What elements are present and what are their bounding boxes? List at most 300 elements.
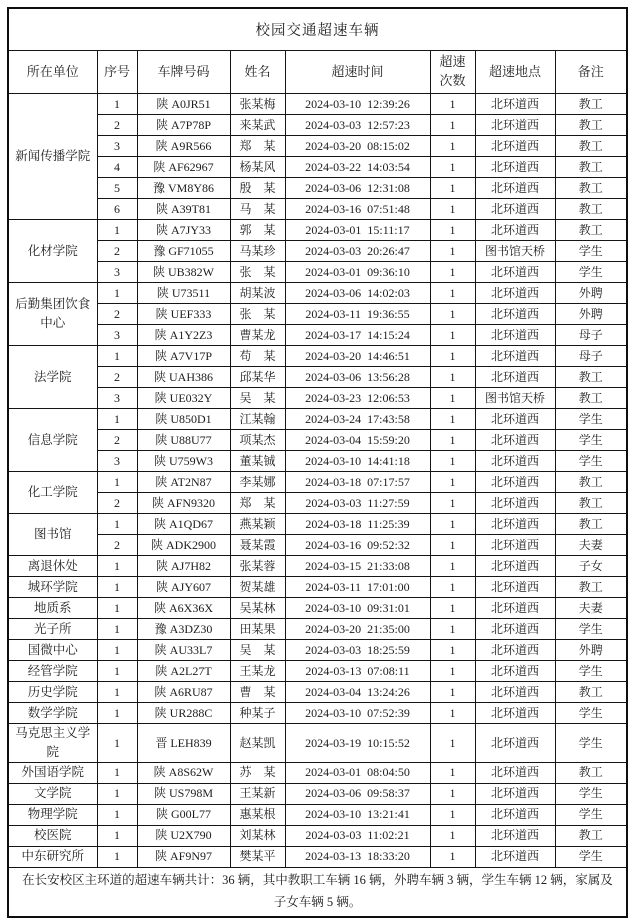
table-row bbox=[8, 325, 627, 346]
note-cell: 教工 bbox=[555, 178, 627, 199]
location-cell: 北环道西 bbox=[475, 804, 555, 825]
unit-cell: 化材学院 bbox=[8, 220, 97, 283]
note-cell: 学生 bbox=[555, 241, 627, 262]
location-cell: 北环道西 bbox=[475, 157, 555, 178]
row-number-cell: 3 bbox=[97, 451, 137, 472]
plate-cell: 陕 UB382W bbox=[137, 262, 230, 283]
plate-cell: 陕 A0JR51 bbox=[137, 94, 230, 115]
count-cell: 1 bbox=[430, 783, 475, 804]
plate-cell: 陕 AFN9320 bbox=[137, 493, 230, 514]
table-row bbox=[8, 493, 627, 514]
count-cell: 1 bbox=[430, 136, 475, 157]
table-row bbox=[8, 451, 627, 472]
plate-cell: 陕 A7P78P bbox=[137, 115, 230, 136]
page-title: 校园交通超速车辆 bbox=[8, 8, 627, 51]
name-cell: 田某果 bbox=[230, 619, 285, 640]
name-cell: 苏 某 bbox=[230, 762, 285, 783]
note-cell: 学生 bbox=[555, 661, 627, 682]
row-number-cell: 2 bbox=[97, 304, 137, 325]
location-cell: 北环道西 bbox=[475, 661, 555, 682]
note-cell: 母子 bbox=[555, 346, 627, 367]
row-number-cell: 3 bbox=[97, 388, 137, 409]
count-cell: 1 bbox=[430, 115, 475, 136]
column-header-plate: 车牌号码 bbox=[137, 51, 230, 94]
name-cell: 燕某颖 bbox=[230, 514, 285, 535]
time-cell: 2024-03-13 18:33:20 bbox=[285, 846, 430, 867]
location-cell: 北环道西 bbox=[475, 762, 555, 783]
note-cell: 教工 bbox=[555, 388, 627, 409]
count-cell: 1 bbox=[430, 493, 475, 514]
time-cell: 2024-03-04 13:24:26 bbox=[285, 682, 430, 703]
count-cell: 1 bbox=[430, 388, 475, 409]
column-header-unit: 所在单位 bbox=[8, 51, 97, 94]
name-cell: 种某子 bbox=[230, 703, 285, 724]
location-cell: 北环道西 bbox=[475, 783, 555, 804]
location-cell: 北环道西 bbox=[475, 640, 555, 661]
note-cell: 教工 bbox=[555, 136, 627, 157]
location-cell: 北环道西 bbox=[475, 514, 555, 535]
unit-cell: 外国语学院 bbox=[8, 762, 97, 783]
note-cell: 夫妻 bbox=[555, 535, 627, 556]
count-cell: 1 bbox=[430, 762, 475, 783]
note-cell: 教工 bbox=[555, 367, 627, 388]
name-cell: 马 某 bbox=[230, 199, 285, 220]
table-row bbox=[8, 577, 627, 598]
row-number-cell: 1 bbox=[97, 661, 137, 682]
time-cell: 2024-03-03 11:02:21 bbox=[285, 825, 430, 846]
plate-cell: 陕 A6X36X bbox=[137, 598, 230, 619]
note-cell: 学生 bbox=[555, 451, 627, 472]
location-cell: 北环道西 bbox=[475, 199, 555, 220]
name-cell: 郑 某 bbox=[230, 493, 285, 514]
time-cell: 2024-03-03 11:27:59 bbox=[285, 493, 430, 514]
time-cell: 2024-03-15 21:33:08 bbox=[285, 556, 430, 577]
location-cell: 北环道西 bbox=[475, 682, 555, 703]
summary-row bbox=[8, 867, 627, 917]
table-row bbox=[8, 367, 627, 388]
unit-cell: 数学学院 bbox=[8, 703, 97, 724]
table-row bbox=[8, 703, 627, 724]
row-number-cell: 1 bbox=[97, 682, 137, 703]
count-cell: 1 bbox=[430, 283, 475, 304]
note-cell: 学生 bbox=[555, 783, 627, 804]
row-number-cell: 2 bbox=[97, 241, 137, 262]
name-cell: 项某杰 bbox=[230, 430, 285, 451]
name-cell: 胡某波 bbox=[230, 283, 285, 304]
table-row bbox=[8, 199, 627, 220]
note-cell: 母子 bbox=[555, 325, 627, 346]
table-row bbox=[8, 661, 627, 682]
table-row bbox=[8, 846, 627, 867]
location-cell: 北环道西 bbox=[475, 94, 555, 115]
table-row bbox=[8, 178, 627, 199]
count-cell: 1 bbox=[430, 367, 475, 388]
time-cell: 2024-03-10 12:39:26 bbox=[285, 94, 430, 115]
time-cell: 2024-03-18 07:17:57 bbox=[285, 472, 430, 493]
unit-cell: 图书馆 bbox=[8, 514, 97, 556]
unit-cell: 文学院 bbox=[8, 783, 97, 804]
table-row bbox=[8, 115, 627, 136]
table-row bbox=[8, 430, 627, 451]
count-cell: 1 bbox=[430, 94, 475, 115]
plate-cell: 陕 US798M bbox=[137, 783, 230, 804]
time-cell: 2024-03-19 10:15:52 bbox=[285, 724, 430, 763]
plate-cell: 陕 A1QD67 bbox=[137, 514, 230, 535]
plate-cell: 陕 A39T81 bbox=[137, 199, 230, 220]
time-cell: 2024-03-22 14:03:54 bbox=[285, 157, 430, 178]
name-cell: 曹某龙 bbox=[230, 325, 285, 346]
plate-cell: 豫 A3DZ30 bbox=[137, 619, 230, 640]
plate-cell: 陕 AF62967 bbox=[137, 157, 230, 178]
row-number-cell: 1 bbox=[97, 619, 137, 640]
count-cell: 1 bbox=[430, 262, 475, 283]
row-number-cell: 6 bbox=[97, 199, 137, 220]
table-row bbox=[8, 804, 627, 825]
name-cell: 张某蓉 bbox=[230, 556, 285, 577]
count-cell: 1 bbox=[430, 304, 475, 325]
plate-cell: 陕 UR288C bbox=[137, 703, 230, 724]
plate-cell: 晋 LEH839 bbox=[137, 724, 230, 763]
time-cell: 2024-03-06 14:02:03 bbox=[285, 283, 430, 304]
name-cell: 来某武 bbox=[230, 115, 285, 136]
note-cell: 教工 bbox=[555, 472, 627, 493]
plate-cell: 陕 A7V17P bbox=[137, 346, 230, 367]
count-cell: 1 bbox=[430, 157, 475, 178]
plate-cell: 陕 U73511 bbox=[137, 283, 230, 304]
plate-cell: 陕 ADK2900 bbox=[137, 535, 230, 556]
plate-cell: 陕 A1Y2Z3 bbox=[137, 325, 230, 346]
table-row bbox=[8, 304, 627, 325]
note-cell: 教工 bbox=[555, 220, 627, 241]
unit-cell: 信息学院 bbox=[8, 409, 97, 472]
row-number-cell: 1 bbox=[97, 640, 137, 661]
location-cell: 北环道西 bbox=[475, 178, 555, 199]
plate-cell: 陕 AU33L7 bbox=[137, 640, 230, 661]
time-cell: 2024-03-03 18:25:59 bbox=[285, 640, 430, 661]
time-cell: 2024-03-01 08:04:50 bbox=[285, 762, 430, 783]
table-row bbox=[8, 640, 627, 661]
plate-cell: 陕 U759W3 bbox=[137, 451, 230, 472]
table-row bbox=[8, 241, 627, 262]
count-cell: 1 bbox=[430, 241, 475, 262]
note-cell: 教工 bbox=[555, 682, 627, 703]
unit-cell: 后勤集团饮食中心 bbox=[8, 283, 97, 346]
time-cell: 2024-03-06 12:31:08 bbox=[285, 178, 430, 199]
count-cell: 1 bbox=[430, 325, 475, 346]
row-number-cell: 5 bbox=[97, 178, 137, 199]
plate-cell: 豫 GF71055 bbox=[137, 241, 230, 262]
column-header-row bbox=[8, 51, 627, 94]
note-cell: 教工 bbox=[555, 115, 627, 136]
plate-cell: 陕 G00L77 bbox=[137, 804, 230, 825]
count-cell: 1 bbox=[430, 199, 475, 220]
count-cell: 1 bbox=[430, 430, 475, 451]
row-number-cell: 3 bbox=[97, 325, 137, 346]
row-number-cell: 2 bbox=[97, 115, 137, 136]
note-cell: 教工 bbox=[555, 825, 627, 846]
location-cell: 北环道西 bbox=[475, 535, 555, 556]
note-cell: 学生 bbox=[555, 703, 627, 724]
time-cell: 2024-03-20 08:15:02 bbox=[285, 136, 430, 157]
column-header-note: 备注 bbox=[555, 51, 627, 94]
time-cell: 2024-03-10 14:41:18 bbox=[285, 451, 430, 472]
name-cell: 吴 某 bbox=[230, 388, 285, 409]
time-cell: 2024-03-11 19:36:55 bbox=[285, 304, 430, 325]
count-cell: 1 bbox=[430, 535, 475, 556]
plate-cell: 陕 U850D1 bbox=[137, 409, 230, 430]
unit-cell: 校医院 bbox=[8, 825, 97, 846]
name-cell: 聂某霞 bbox=[230, 535, 285, 556]
table-row bbox=[8, 556, 627, 577]
plate-cell: 陕 U88U77 bbox=[137, 430, 230, 451]
unit-cell: 光子所 bbox=[8, 619, 97, 640]
plate-cell: 陕 A9R566 bbox=[137, 136, 230, 157]
column-header-name: 姓名 bbox=[230, 51, 285, 94]
time-cell: 2024-03-13 07:08:11 bbox=[285, 661, 430, 682]
row-number-cell: 2 bbox=[97, 430, 137, 451]
time-cell: 2024-03-24 17:43:58 bbox=[285, 409, 430, 430]
name-cell: 李某娜 bbox=[230, 472, 285, 493]
count-cell: 1 bbox=[430, 846, 475, 867]
count-cell: 1 bbox=[430, 619, 475, 640]
location-cell: 北环道西 bbox=[475, 136, 555, 157]
table-row bbox=[8, 514, 627, 535]
location-cell: 图书馆天桥 bbox=[475, 388, 555, 409]
plate-cell: 陕 AJ7H82 bbox=[137, 556, 230, 577]
table-row bbox=[8, 783, 627, 804]
name-cell: 邱某华 bbox=[230, 367, 285, 388]
count-cell: 1 bbox=[430, 472, 475, 493]
unit-cell: 经管学院 bbox=[8, 661, 97, 682]
speeding-vehicles-table bbox=[7, 7, 628, 918]
plate-cell: 陕 UEF333 bbox=[137, 304, 230, 325]
note-cell: 学生 bbox=[555, 430, 627, 451]
count-cell: 1 bbox=[430, 724, 475, 763]
unit-cell: 化工学院 bbox=[8, 472, 97, 514]
location-cell: 北环道西 bbox=[475, 703, 555, 724]
table-row bbox=[8, 262, 627, 283]
location-cell: 北环道西 bbox=[475, 556, 555, 577]
row-number-cell: 1 bbox=[97, 409, 137, 430]
location-cell: 北环道西 bbox=[475, 325, 555, 346]
count-cell: 1 bbox=[430, 178, 475, 199]
plate-cell: 陕 AF9N97 bbox=[137, 846, 230, 867]
note-cell: 子女 bbox=[555, 556, 627, 577]
row-number-cell: 3 bbox=[97, 262, 137, 283]
row-number-cell: 2 bbox=[97, 367, 137, 388]
location-cell: 北环道西 bbox=[475, 619, 555, 640]
row-number-cell: 1 bbox=[97, 804, 137, 825]
row-number-cell: 1 bbox=[97, 783, 137, 804]
unit-cell: 法学院 bbox=[8, 346, 97, 409]
name-cell: 杨某风 bbox=[230, 157, 285, 178]
note-cell: 教工 bbox=[555, 94, 627, 115]
table-row bbox=[8, 346, 627, 367]
name-cell: 郑 某 bbox=[230, 136, 285, 157]
name-cell: 贺某雄 bbox=[230, 577, 285, 598]
time-cell: 2024-03-03 20:26:47 bbox=[285, 241, 430, 262]
table-row bbox=[8, 472, 627, 493]
table-row bbox=[8, 409, 627, 430]
row-number-cell: 1 bbox=[97, 577, 137, 598]
table-row bbox=[8, 94, 627, 115]
table-row bbox=[8, 825, 627, 846]
column-header-location: 超速地点 bbox=[475, 51, 555, 94]
location-cell: 北环道西 bbox=[475, 451, 555, 472]
name-cell: 曹 某 bbox=[230, 682, 285, 703]
note-cell: 教工 bbox=[555, 577, 627, 598]
count-cell: 1 bbox=[430, 682, 475, 703]
name-cell: 董某铖 bbox=[230, 451, 285, 472]
location-cell: 图书馆天桥 bbox=[475, 241, 555, 262]
unit-cell: 新闻传播学院 bbox=[8, 94, 97, 220]
name-cell: 殷 某 bbox=[230, 178, 285, 199]
count-cell: 1 bbox=[430, 556, 475, 577]
name-cell: 吴某林 bbox=[230, 598, 285, 619]
row-number-cell: 1 bbox=[97, 94, 137, 115]
time-cell: 2024-03-17 14:15:24 bbox=[285, 325, 430, 346]
row-number-cell: 1 bbox=[97, 556, 137, 577]
time-cell: 2024-03-23 12:06:53 bbox=[285, 388, 430, 409]
location-cell: 北环道西 bbox=[475, 346, 555, 367]
time-cell: 2024-03-20 14:46:51 bbox=[285, 346, 430, 367]
time-cell: 2024-03-06 09:58:37 bbox=[285, 783, 430, 804]
name-cell: 马某珍 bbox=[230, 241, 285, 262]
note-cell: 教工 bbox=[555, 762, 627, 783]
name-cell: 张某梅 bbox=[230, 94, 285, 115]
plate-cell: 陕 A6RU87 bbox=[137, 682, 230, 703]
count-cell: 1 bbox=[430, 661, 475, 682]
plate-cell: 陕 AT2N87 bbox=[137, 472, 230, 493]
note-cell: 外聘 bbox=[555, 283, 627, 304]
count-cell: 1 bbox=[430, 640, 475, 661]
column-header-time: 超速时间 bbox=[285, 51, 430, 94]
name-cell: 张 某 bbox=[230, 262, 285, 283]
table-row bbox=[8, 598, 627, 619]
row-number-cell: 3 bbox=[97, 136, 137, 157]
unit-cell: 中东研究所 bbox=[8, 846, 97, 867]
table-row bbox=[8, 619, 627, 640]
location-cell: 北环道西 bbox=[475, 115, 555, 136]
row-number-cell: 1 bbox=[97, 472, 137, 493]
location-cell: 北环道西 bbox=[475, 430, 555, 451]
plate-cell: 陕 UE032Y bbox=[137, 388, 230, 409]
table-row bbox=[8, 220, 627, 241]
table-row bbox=[8, 157, 627, 178]
row-number-cell: 1 bbox=[97, 846, 137, 867]
name-cell: 刘某林 bbox=[230, 825, 285, 846]
row-number-cell: 1 bbox=[97, 514, 137, 535]
note-cell: 教工 bbox=[555, 514, 627, 535]
table-row bbox=[8, 283, 627, 304]
count-cell: 1 bbox=[430, 598, 475, 619]
name-cell: 江某翰 bbox=[230, 409, 285, 430]
table-row bbox=[8, 762, 627, 783]
unit-cell: 离退休处 bbox=[8, 556, 97, 577]
row-number-cell: 2 bbox=[97, 493, 137, 514]
table-row bbox=[8, 535, 627, 556]
time-cell: 2024-03-16 07:51:48 bbox=[285, 199, 430, 220]
row-number-cell: 1 bbox=[97, 762, 137, 783]
row-number-cell: 4 bbox=[97, 157, 137, 178]
time-cell: 2024-03-04 15:59:20 bbox=[285, 430, 430, 451]
unit-cell: 物理学院 bbox=[8, 804, 97, 825]
note-cell: 学生 bbox=[555, 804, 627, 825]
row-number-cell: 1 bbox=[97, 598, 137, 619]
note-cell: 学生 bbox=[555, 846, 627, 867]
summary-text: 在长安校区主环道的超速车辆共计：36 辆，其中教职工车辆 16 辆，外聘车辆 3 辆，学生车辆 12 辆，家属及子女车辆 5 辆。 bbox=[8, 867, 627, 917]
name-cell: 张 某 bbox=[230, 304, 285, 325]
row-number-cell: 2 bbox=[97, 535, 137, 556]
row-number-cell: 1 bbox=[97, 220, 137, 241]
count-cell: 1 bbox=[430, 703, 475, 724]
time-cell: 2024-03-16 09:52:32 bbox=[285, 535, 430, 556]
plate-cell: 陕 A7JY33 bbox=[137, 220, 230, 241]
count-cell: 1 bbox=[430, 346, 475, 367]
time-cell: 2024-03-06 13:56:28 bbox=[285, 367, 430, 388]
location-cell: 北环道西 bbox=[475, 304, 555, 325]
time-cell: 2024-03-01 15:11:17 bbox=[285, 220, 430, 241]
note-cell: 夫妻 bbox=[555, 598, 627, 619]
name-cell: 樊某平 bbox=[230, 846, 285, 867]
time-cell: 2024-03-03 12:57:23 bbox=[285, 115, 430, 136]
name-cell: 郭 某 bbox=[230, 220, 285, 241]
note-cell: 学生 bbox=[555, 409, 627, 430]
count-cell: 1 bbox=[430, 825, 475, 846]
time-cell: 2024-03-10 07:52:39 bbox=[285, 703, 430, 724]
note-cell: 学生 bbox=[555, 724, 627, 763]
time-cell: 2024-03-10 13:21:41 bbox=[285, 804, 430, 825]
unit-cell: 城环学院 bbox=[8, 577, 97, 598]
plate-cell: 陕 A2L27T bbox=[137, 661, 230, 682]
row-number-cell: 1 bbox=[97, 703, 137, 724]
location-cell: 北环道西 bbox=[475, 472, 555, 493]
name-cell: 苟 某 bbox=[230, 346, 285, 367]
column-header-number: 序号 bbox=[97, 51, 137, 94]
count-cell: 1 bbox=[430, 451, 475, 472]
plate-cell: 陕 A8S62W bbox=[137, 762, 230, 783]
table-row bbox=[8, 724, 627, 763]
unit-cell: 马克思主义学院 bbox=[8, 724, 97, 763]
location-cell: 北环道西 bbox=[475, 283, 555, 304]
note-cell: 外聘 bbox=[555, 304, 627, 325]
plate-cell: 陕 UAH386 bbox=[137, 367, 230, 388]
note-cell: 外聘 bbox=[555, 640, 627, 661]
plate-cell: 陕 AJY607 bbox=[137, 577, 230, 598]
unit-cell: 国微中心 bbox=[8, 640, 97, 661]
table-row bbox=[8, 136, 627, 157]
note-cell: 教工 bbox=[555, 157, 627, 178]
location-cell: 北环道西 bbox=[475, 493, 555, 514]
name-cell: 赵某凯 bbox=[230, 724, 285, 763]
location-cell: 北环道西 bbox=[475, 262, 555, 283]
count-cell: 1 bbox=[430, 804, 475, 825]
count-cell: 1 bbox=[430, 514, 475, 535]
count-cell: 1 bbox=[430, 577, 475, 598]
unit-cell: 历史学院 bbox=[8, 682, 97, 703]
name-cell: 王某新 bbox=[230, 783, 285, 804]
time-cell: 2024-03-01 09:36:10 bbox=[285, 262, 430, 283]
location-cell: 北环道西 bbox=[475, 409, 555, 430]
count-cell: 1 bbox=[430, 220, 475, 241]
location-cell: 北环道西 bbox=[475, 724, 555, 763]
plate-cell: 陕 U2X790 bbox=[137, 825, 230, 846]
note-cell: 学生 bbox=[555, 619, 627, 640]
name-cell: 吴 某 bbox=[230, 640, 285, 661]
time-cell: 2024-03-10 09:31:01 bbox=[285, 598, 430, 619]
table-row bbox=[8, 388, 627, 409]
location-cell: 北环道西 bbox=[475, 220, 555, 241]
